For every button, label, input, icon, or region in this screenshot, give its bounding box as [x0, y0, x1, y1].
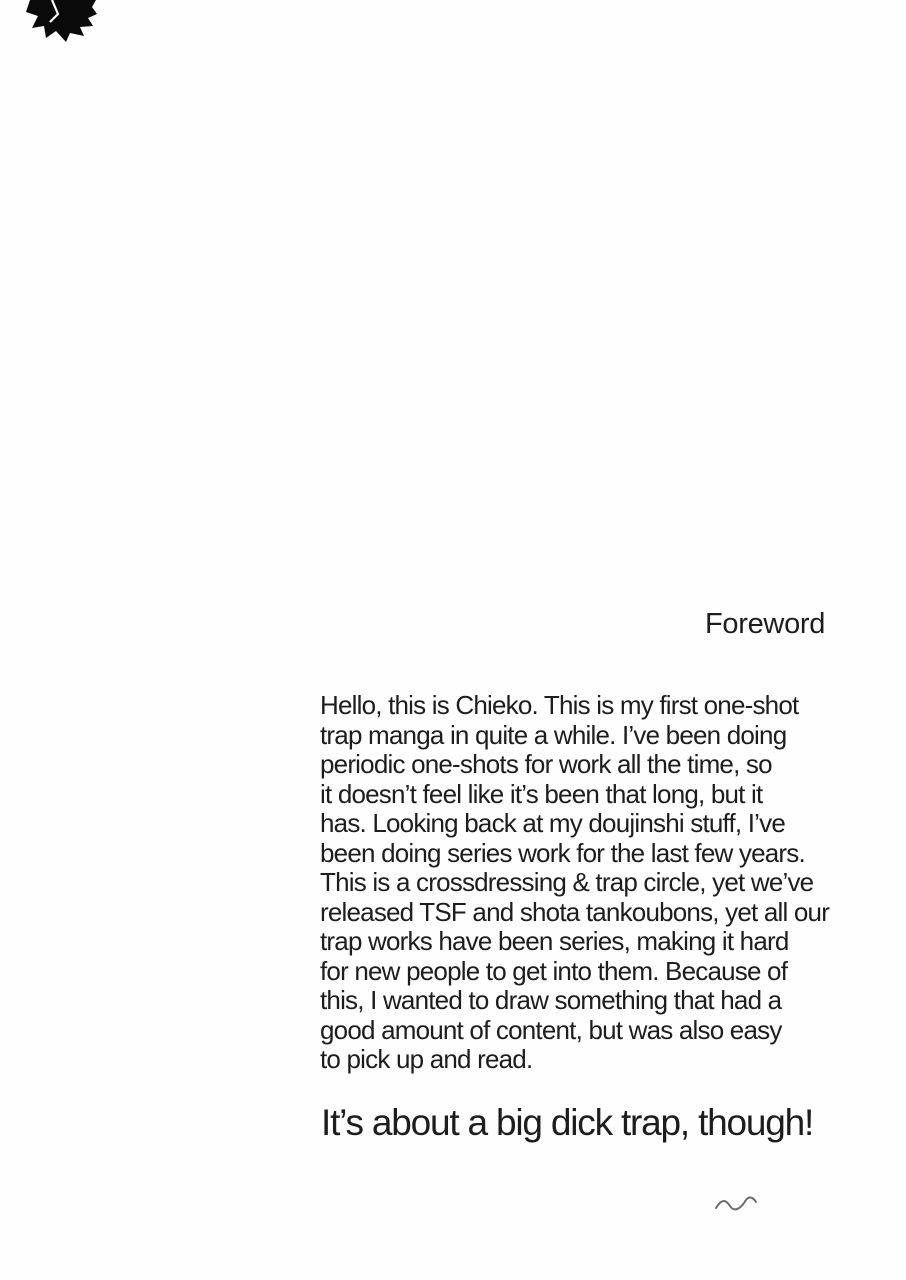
- paragraph-line: Hello, this is Chieko. This is my first one-shot: [320, 690, 799, 720]
- paragraph-line: it doesn’t feel like it’s been that long, but it: [320, 778, 763, 809]
- closing-line: It’s about a big dick trap, though!: [321, 1102, 814, 1143]
- paragraph-line: This is a crossdressing & trap circle, yet we’ve: [320, 867, 814, 897]
- foreword-paragraph: [320, 691, 829, 1075]
- page-title: Foreword: [705, 608, 826, 640]
- paragraph-line: for new people to get into them. Because of: [320, 955, 788, 986]
- paragraph-line: trap manga in quite a while. I’ve been doing: [320, 719, 787, 750]
- ink-blot-artifact: [22, 0, 102, 46]
- paragraph-line: trap works have been series, making it hard: [320, 926, 789, 956]
- paragraph-line: to pick up and read.: [320, 1044, 533, 1074]
- paragraph-line: been doing series work for the last few years.: [320, 837, 805, 868]
- paragraph-line: this, I wanted to draw something that had a: [320, 985, 782, 1015]
- paragraph-line: released TSF and shota tankoubons, yet all our: [320, 896, 830, 927]
- squiggle-artifact: [714, 1192, 758, 1218]
- paragraph-line: has. Looking back at my doujinshi stuff, I’ve: [320, 808, 786, 838]
- paragraph-line: periodic one-shots for work all the time, so: [320, 749, 772, 779]
- paragraph-line: good amount of content, but was also easy: [320, 1014, 782, 1045]
